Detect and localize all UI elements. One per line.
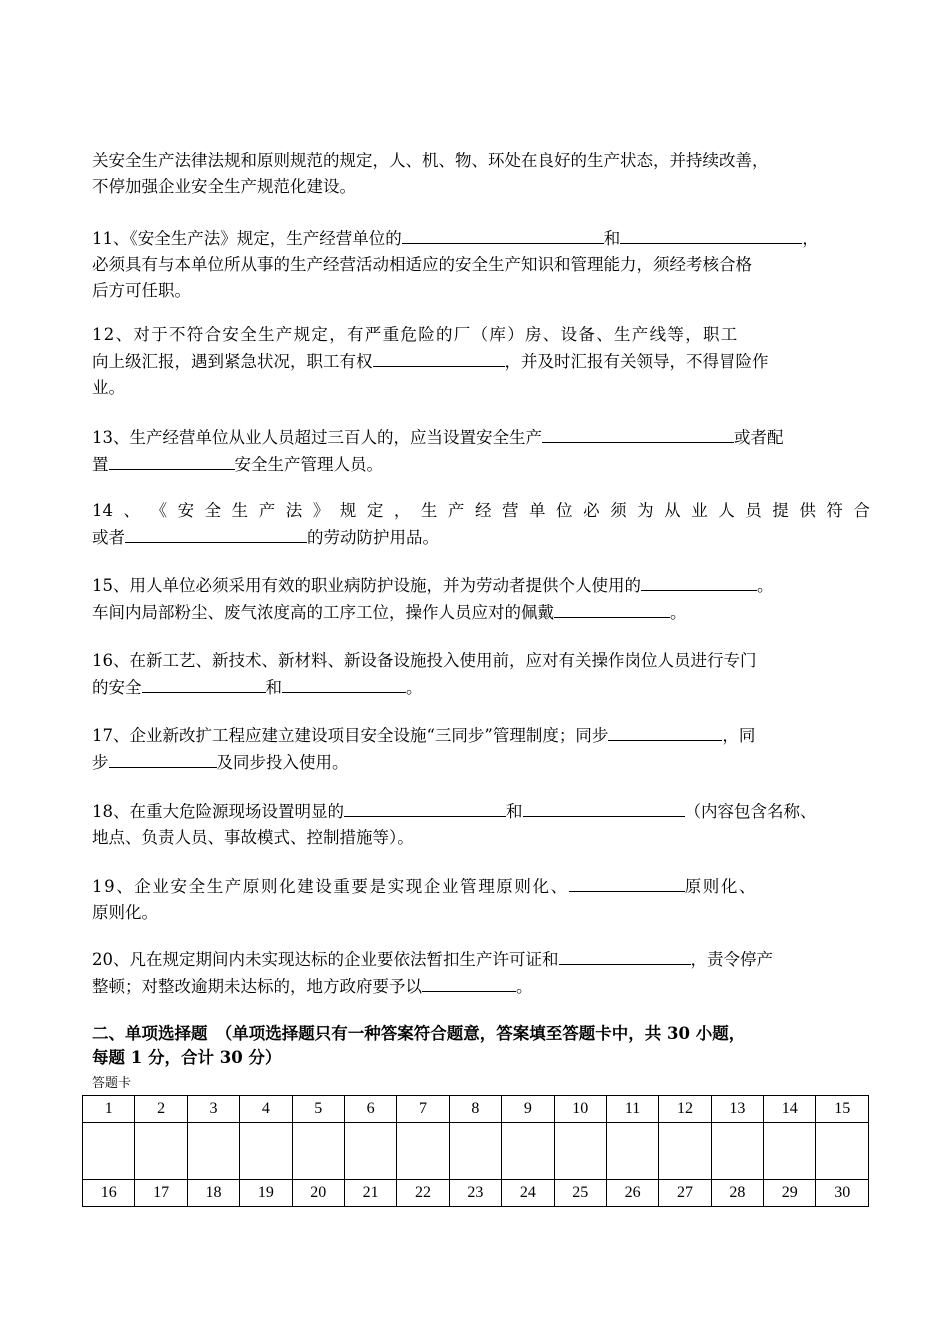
answer-cell[interactable] — [711, 1123, 763, 1180]
question-number-cell: 23 — [449, 1180, 501, 1207]
spaced-char: 安 — [177, 501, 195, 520]
answer-card-number-row — [83, 1096, 869, 1123]
answer-card-number-row — [83, 1180, 869, 1207]
spaced-char: 》 — [312, 501, 330, 520]
spaced-char: 必 — [583, 501, 600, 520]
spaced-char: 《 — [150, 501, 168, 520]
spaced-char: 定 — [366, 501, 384, 520]
answer-blank[interactable] — [554, 599, 670, 618]
text: 19、企业安全生产原则化建设重要是实现企业管理原则化、 — [92, 877, 569, 896]
text: 15、用人单位必须采用有效的职业病防护设施，并为劳动者提供个人使用的 — [92, 576, 641, 595]
text-line-justified — [92, 498, 870, 524]
question-number-cell: 28 — [711, 1180, 763, 1207]
answer-blank[interactable] — [109, 451, 235, 470]
text: 。 — [757, 576, 774, 595]
text: ，并及时汇报有关领导，不得冒险作 — [504, 352, 769, 371]
text: 18、在重大危险源现场设置明显的 — [92, 802, 344, 821]
question-number-cell: 17 — [135, 1180, 187, 1207]
question-number-cell: 8 — [449, 1096, 501, 1123]
text: 向上级汇报，遇到紧急状况，职工有权 — [92, 352, 373, 371]
answer-cell[interactable] — [606, 1123, 658, 1180]
text: 车间内局部粉尘、废气浓度高的工序工位，操作人员应对的佩戴 — [92, 603, 554, 622]
paragraph-intro — [92, 148, 870, 200]
spaced-char: ， — [393, 501, 411, 520]
answer-cell[interactable] — [659, 1123, 711, 1180]
text-line: 地点、负责人员、事故模式、控制措施等）。 — [92, 828, 414, 847]
text: 13、生产经营单位从业人员超过三百人的，应当设置安全生产 — [92, 428, 542, 447]
answer-blank[interactable] — [641, 572, 757, 591]
question-number-cell: 21 — [344, 1180, 396, 1207]
question-number-cell: 12 — [659, 1096, 711, 1123]
text: 和 — [265, 678, 282, 697]
answer-card-answer-row — [83, 1123, 869, 1180]
text: 和 — [603, 229, 621, 248]
text: （内容包含名称、 — [684, 802, 817, 821]
question-number-cell: 30 — [816, 1180, 869, 1207]
spaced-char: 产 — [258, 501, 276, 520]
text-line: 业。 — [92, 378, 125, 397]
answer-card-table — [82, 1095, 869, 1207]
spaced-char: 生 — [420, 501, 438, 520]
spaced-char: 位 — [556, 501, 573, 520]
text: ， — [802, 229, 819, 248]
answer-cell[interactable] — [135, 1123, 187, 1180]
question-number-cell: 19 — [240, 1180, 292, 1207]
text-line: 后方可任职。 — [92, 281, 191, 300]
spaced-char: 生 — [231, 501, 249, 520]
question-18 — [92, 798, 870, 851]
answer-cell[interactable] — [554, 1123, 606, 1180]
spaced-char: 人 — [718, 501, 735, 520]
spaced-char: 符 — [826, 501, 843, 520]
spaced-char: 法 — [285, 501, 303, 520]
question-19 — [92, 873, 870, 926]
question-number-cell: 1 — [83, 1096, 135, 1123]
spaced-char: 合 — [853, 501, 870, 520]
text: 和 — [506, 802, 523, 821]
spaced-char: 提 — [772, 501, 789, 520]
spaced-char: 营 — [501, 501, 519, 520]
question-number-cell: 16 — [83, 1180, 135, 1207]
question-number-cell: 4 — [240, 1096, 292, 1123]
answer-blank[interactable] — [344, 798, 506, 817]
question-number-cell: 18 — [187, 1180, 239, 1207]
answer-blank[interactable] — [608, 722, 722, 741]
spaced-char: 须 — [610, 501, 627, 520]
text: 的劳动防护用品。 — [307, 528, 439, 547]
text-line: 12、对于不符合安全生产规定，有严重危险的厂（库）房、设备、生产线等，职工 — [92, 325, 739, 344]
text: 或者配 — [734, 428, 784, 447]
answer-blank[interactable] — [542, 424, 734, 443]
question-number-cell: 2 — [135, 1096, 187, 1123]
answer-blank[interactable] — [422, 973, 516, 992]
heading-line: 每题 1 分，合计 30 分） — [92, 1048, 282, 1067]
answer-cell[interactable] — [449, 1123, 501, 1180]
answer-cell[interactable] — [83, 1123, 135, 1180]
answer-blank[interactable] — [142, 674, 266, 693]
question-number-cell: 7 — [397, 1096, 449, 1123]
question-number-cell: 22 — [397, 1180, 449, 1207]
answer-blank[interactable] — [569, 873, 685, 892]
question-number-cell: 26 — [606, 1180, 658, 1207]
text: ，同 — [722, 726, 756, 745]
text-line: 不停加强企业安全生产规范化建设。 — [92, 177, 356, 196]
spaced-char: 从 — [664, 501, 681, 520]
text: 。 — [406, 678, 423, 697]
answer-blank[interactable] — [523, 798, 685, 817]
text: 整顿；对整改逾期未达标的，地方政府要予以 — [92, 977, 422, 996]
question-number-cell: 9 — [502, 1096, 554, 1123]
text: 。 — [670, 603, 687, 622]
question-number-cell: 5 — [292, 1096, 344, 1123]
spaced-char: 14 — [92, 501, 113, 520]
answer-cell[interactable] — [397, 1123, 449, 1180]
question-11 — [92, 225, 870, 304]
text: 17、企业新改扩工程应建立建设项目安全设施“三同步”管理制度；同步 — [92, 726, 609, 745]
answer-blank[interactable] — [402, 225, 604, 244]
answer-cell[interactable] — [344, 1123, 396, 1180]
question-15 — [92, 572, 870, 626]
question-20 — [92, 946, 870, 1000]
question-number-cell: 6 — [344, 1096, 396, 1123]
question-number-cell: 24 — [502, 1180, 554, 1207]
question-number-cell: 11 — [606, 1096, 658, 1123]
question-number-cell: 10 — [554, 1096, 606, 1123]
question-number-cell: 15 — [816, 1096, 869, 1123]
section-heading — [92, 1022, 870, 1070]
answer-blank[interactable] — [109, 749, 217, 768]
text: 原则化、 — [684, 877, 758, 896]
answer-blank[interactable] — [559, 946, 691, 965]
answer-cell[interactable] — [816, 1123, 869, 1180]
text-line: 必须具有与本单位所从事的生产经营活动相适应的安全生产知识和管理能力，须经考核合格 — [92, 255, 752, 274]
answer-blank[interactable] — [282, 674, 406, 693]
answer-blank[interactable] — [373, 348, 505, 367]
text: 及同步投入使用。 — [216, 753, 349, 772]
spaced-char: 产 — [447, 501, 465, 520]
text: 的安全 — [92, 678, 142, 697]
answer-cell[interactable] — [764, 1123, 816, 1180]
question-number-cell: 20 — [292, 1180, 344, 1207]
question-number-cell: 13 — [711, 1096, 763, 1123]
question-16 — [92, 648, 870, 701]
question-number-cell: 27 — [659, 1180, 711, 1207]
text-line: 关安全生产法律法规和原则规范的规定，人、机、物、环处在良好的生产状态，并持续改善， — [92, 151, 769, 170]
question-12 — [92, 322, 870, 401]
spaced-char: 全 — [204, 501, 222, 520]
question-13 — [92, 424, 870, 478]
spaced-char: 规 — [339, 501, 357, 520]
spaced-char: 员 — [745, 501, 762, 520]
text: 11、《安全生产法》规定，生产经营单位的 — [92, 229, 402, 248]
heading-line: 二、单项选择题 （单项选择题只有一种答案符合题意，答案填至答题卡中，共 30 小题， — [92, 1024, 746, 1043]
question-14 — [92, 498, 870, 551]
text: 。 — [516, 977, 533, 996]
text: 步 — [92, 753, 109, 772]
answer-blank[interactable] — [125, 524, 307, 543]
question-number-cell: 29 — [764, 1180, 816, 1207]
answer-cell[interactable] — [187, 1123, 239, 1180]
spaced-char: 为 — [637, 501, 654, 520]
text-line: 16、在新工艺、新技术、新材料、新设备设施投入使用前，应对有关操作岗位人员进行专门 — [92, 651, 757, 670]
text: ，责令停产 — [690, 950, 773, 969]
answer-cell[interactable] — [502, 1123, 554, 1180]
answer-blank[interactable] — [620, 225, 802, 244]
question-number-cell: 14 — [764, 1096, 816, 1123]
spaced-char: 经 — [474, 501, 492, 520]
spaced-char: 单 — [529, 501, 546, 520]
question-number-cell: 3 — [187, 1096, 239, 1123]
spaced-char: 业 — [691, 501, 708, 520]
text: 置 — [92, 455, 109, 474]
question-number-cell: 25 — [554, 1180, 606, 1207]
question-17 — [92, 722, 870, 776]
spaced-char: 供 — [799, 501, 816, 520]
text: 20、凡在规定期间内未实现达标的企业要依法暂扣生产许可证和 — [92, 950, 559, 969]
text: 或者 — [92, 528, 125, 547]
answer-cell[interactable] — [240, 1123, 292, 1180]
text-line: 原则化。 — [92, 903, 158, 922]
answer-cell[interactable] — [292, 1123, 344, 1180]
spaced-char: 、 — [123, 501, 141, 520]
answer-card-label: 答题卡 — [92, 1076, 132, 1091]
text: 安全生产管理人员。 — [234, 455, 383, 474]
